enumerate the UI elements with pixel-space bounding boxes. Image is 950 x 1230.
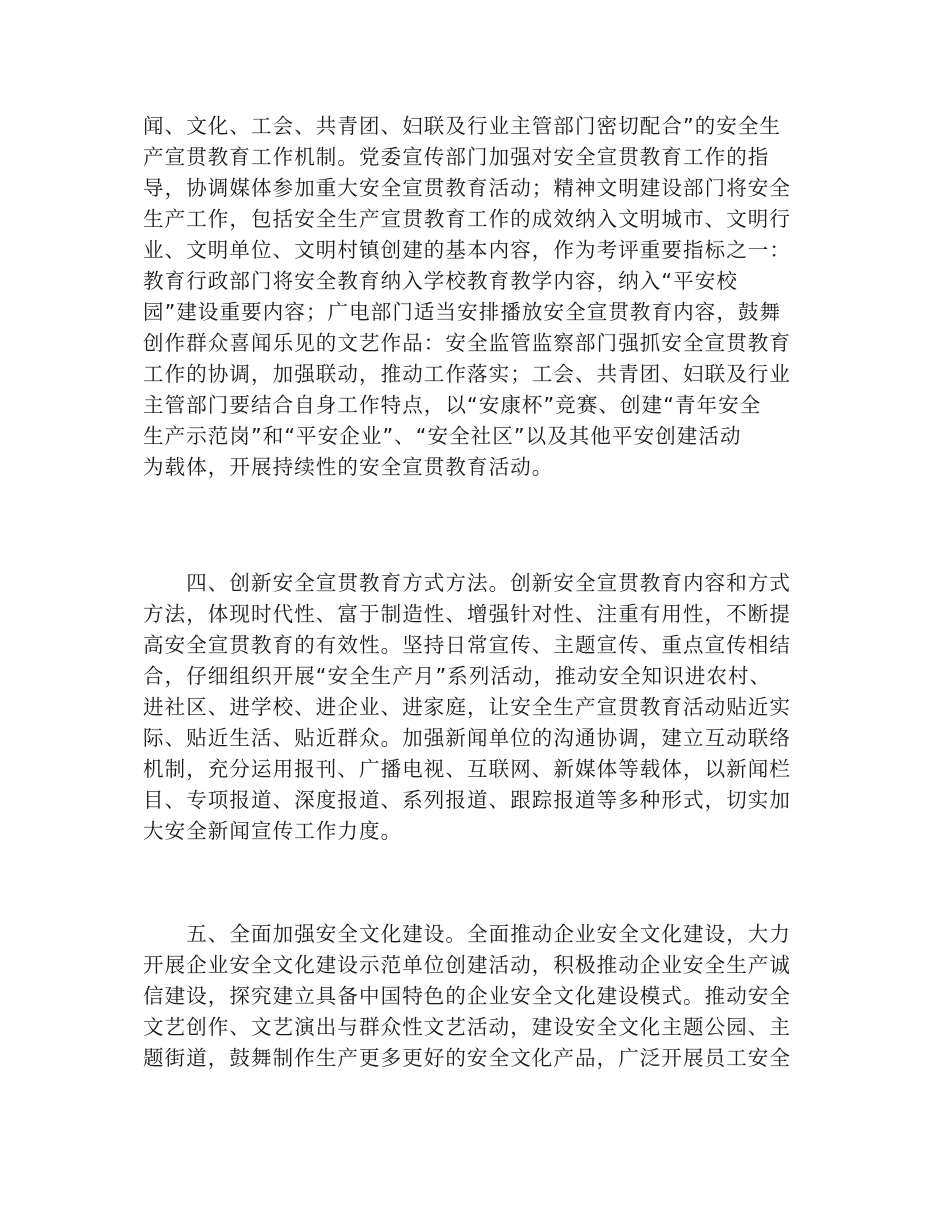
text-line: 题街道，鼓舞制作生产更多更好的安全文化产品，广泛开展员工安全 [143, 1046, 791, 1070]
text-line: 教育行政部门将安全教育纳入学校教育教学内容，纳入“平安校 [143, 269, 738, 293]
text-line: 产宣贯教育工作机制。党委宣传部门加强对安全宣贯教育工作的指 [143, 145, 770, 169]
text-line: 进社区、进学校、进企业、进家庭，让安全生产宣贯教育活动贴近实 [143, 695, 791, 719]
text-line: 信建设，探究建立具备中国特色的企业安全文化建设模式。推动安全 [143, 984, 791, 1008]
text-line: 方法，体现时代性、富于制造性、增强针对性、注重有用性，不断提 [143, 602, 791, 626]
text-line: 业、文明单位、文明村镇创建的基本内容，作为考评重要指标之一： [143, 238, 791, 262]
text-line: 工作的协调，加强联动，推动工作落实；工会、共青团、妇联及行业 [143, 362, 791, 386]
text-line: 际、贴近生活、贴近群众。加强新闻单位的沟通协调，建立互动联络 [143, 726, 791, 750]
text-line: 闻、文化、工会、共青团、妇联及行业主管部门密切配合”的安全生 [143, 114, 782, 138]
text-line: 高安全宣贯教育的有效性。坚持日常宣传、主题宣传、重点宣传相结 [143, 633, 791, 657]
text-line: 合，仔细组织开展“安全生产月”系列活动，推动安全知识进农村、 [143, 664, 772, 688]
text-line: 开展企业安全文化建设示范单位创建活动，积极推动企业安全生产诚 [143, 953, 791, 977]
text-line: 目、专项报道、深度报道、系列报道、跟踪报道等多种形式，切实加 [143, 788, 791, 812]
text-line: 四、创新安全宣贯教育方式方法。创新安全宣贯教育内容和方式 [143, 571, 791, 595]
paragraph-section-four [143, 568, 807, 847]
paragraph-section-five [143, 919, 807, 1074]
text-line: 五、全面加强安全文化建设。全面推动企业安全文化建设，大力 [143, 922, 791, 946]
text-line: 创作群众喜闻乐见的文艺作品：安全监管监察部门强抓安全宣贯教育 [143, 331, 791, 355]
text-line: 生产工作，包括安全生产宣贯教育工作的成效纳入文明城市、文明行 [143, 207, 791, 231]
text-line: 导，协调媒体参加重大安全宣贯教育活动；精神文明建设部门将安全 [143, 176, 791, 200]
text-line: 为载体，开展持续性的安全宣贯教育活动。 [143, 455, 554, 479]
text-line: 生产示范岗”和“平安企业”、“安全社区”以及其他平安创建活动 [143, 424, 742, 448]
text-line: 文艺创作、文艺演出与群众性文艺活动，建设安全文化主题公园、主 [143, 1015, 791, 1039]
text-line: 主管部门要结合自身工作特点，以“安康杯”竞赛、创建“青年安全 [143, 393, 762, 417]
text-line: 机制，充分运用报刊、广播电视、互联网、新媒体等载体，以新闻栏 [143, 757, 791, 781]
text-line: 大安全新闻宣传工作力度。 [143, 819, 403, 843]
paragraph-work-mechanism [143, 111, 807, 483]
text-line: 园”建设重要内容；广电部门适当安排播放安全宣贯教育内容，鼓舞 [143, 300, 782, 324]
